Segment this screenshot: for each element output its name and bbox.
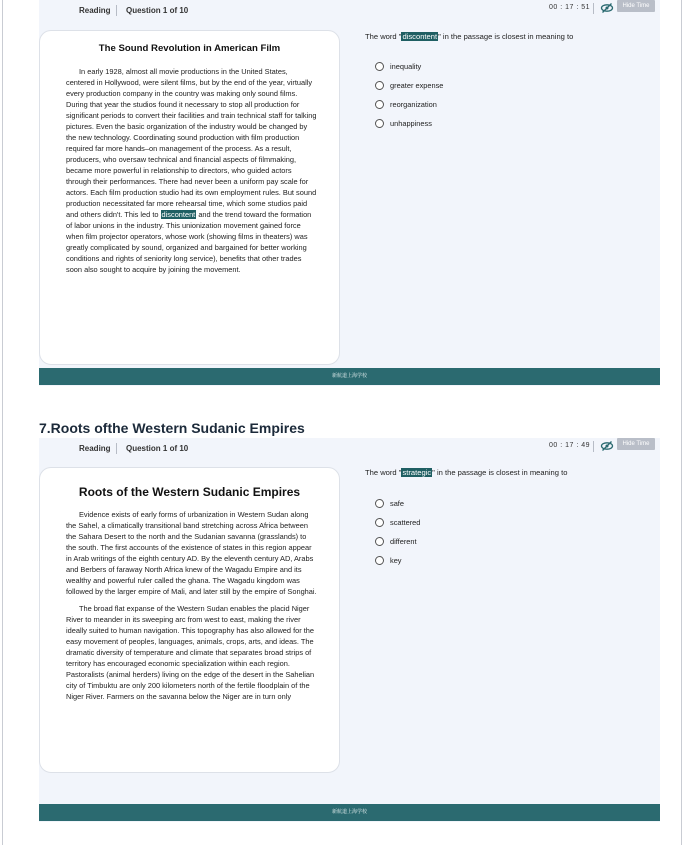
radio-button[interactable] — [375, 81, 384, 90]
toolbar — [39, 438, 660, 462]
question-prefix: The word " — [365, 468, 402, 477]
passage-text — [40, 509, 339, 702]
hide-time-button[interactable]: Hide Time — [617, 438, 655, 450]
passage-box — [39, 30, 340, 365]
answer-options — [375, 57, 575, 133]
question-suffix: " in the passage is closest in meaning to — [432, 468, 568, 477]
divider — [593, 3, 594, 14]
answer-option[interactable] — [375, 114, 575, 133]
footer-bar: 新航道上海学校 — [39, 804, 660, 821]
paragraph: The broad flat expanse of the Western Sudan enables the placid Niger River to meander in its sweeping arc from west to east, making the river ideally suited to human navigation. This topography has also allowed for the easy movement of peoples, languages, animals, crops, arts, and ideas. The dramatic diversity of temperature and climate that separates broad strips of territory has encouraged economic specialization within each region. Pastoralists (animal herders) living on the edge of the desert in the Sahelian city of Timbuktu are only 200 kilometers north of the fertile floodplain of the Niger River. Farmers on the savanna below the Niger are in turn only — [66, 604, 315, 701]
toolbar — [39, 0, 660, 24]
section-label: Reading — [79, 6, 111, 15]
option-label: key — [390, 556, 402, 565]
radio-button[interactable] — [375, 119, 384, 128]
test-panel-2 — [39, 438, 660, 822]
answer-option[interactable] — [375, 513, 575, 532]
radio-button[interactable] — [375, 62, 384, 71]
option-label: safe — [390, 499, 404, 508]
radio-button[interactable] — [375, 518, 384, 527]
passage-title: The Sound Revolution in American Film — [98, 43, 281, 54]
option-label: scattered — [390, 518, 421, 527]
passage-text-before: In early 1928, almost all movie productions in the United States, centered in Hollywood, were silent films, but by the end of the year, virtually every production company in the country was making only sound films. During that year the studios found it necessary to stop all production for significant periods to convert their facilities and train technical staff for talking pictures. Even the basic organization of the industry would be changed by the new technology. Coordinating sound production with film production required far more hands–on management of the process. As a result, producers, who oversaw technical and financial aspects of filmmaking, became more powerful in relationship to directors, who guided actors through their performances. There had never been a uniform pay scale for actors. Each film production studio had its own employment rules. But sound production necessitated far more rehearsal time, which some studios paid and others didn't. This led to — [66, 67, 317, 219]
answer-option[interactable] — [375, 76, 575, 95]
divider — [116, 443, 117, 454]
question-prompt — [365, 468, 567, 477]
option-label: reorganization — [390, 100, 437, 109]
question-prompt — [365, 32, 573, 41]
option-label: greater expense — [390, 81, 444, 90]
timer: 00 : 17 : 49 — [549, 442, 591, 449]
answer-option[interactable] — [375, 95, 575, 114]
divider — [116, 5, 117, 16]
divider — [593, 441, 594, 452]
hide-time-button[interactable]: Hide Time — [617, 0, 655, 12]
question-area — [365, 32, 574, 128]
passage-box — [39, 467, 340, 773]
radio-button[interactable] — [375, 100, 384, 109]
radio-button[interactable] — [375, 499, 384, 508]
passage-text — [40, 66, 339, 275]
radio-button[interactable] — [375, 556, 384, 565]
question-area — [365, 468, 568, 565]
radio-button[interactable] — [375, 537, 384, 546]
paragraph: Evidence exists of early forms of urbanization in Western Sudan along the Sahel, a climatically transitional band stretching across Africa between the Sahara Desert to the north and the Sudanian savanna (grasslands) to the south. The first accounts of the existence of states in this region appear in Arab writings of the eighth century AD. By the eleventh century AD, Arabs and Berbers of faraway North Africa knew of the Wagadu Empire and its wealthy and powerful ruler called the ghana. The Wagadu kingdom was followed by the larger empire of Mali, and later still by the empire of Songhai. — [66, 510, 317, 596]
question-suffix: " in the passage is closest in meaning to — [438, 32, 574, 41]
question-prefix: The word " — [365, 32, 402, 41]
option-label: unhappiness — [390, 119, 432, 128]
option-label: inequality — [390, 62, 422, 71]
test-panel-1 — [39, 0, 660, 386]
section-title: 7.Roots ofthe Western Sudanic Empires — [39, 420, 305, 436]
answer-option[interactable] — [375, 532, 575, 551]
timer: 00 : 17 : 51 — [549, 4, 591, 11]
answer-option[interactable] — [375, 57, 575, 76]
question-word: strategic — [402, 468, 432, 477]
page-frame — [2, 0, 682, 845]
footer-bar: 新航道上海学校 — [39, 368, 660, 385]
question-counter: Question 1 of 10 — [126, 444, 189, 453]
highlighted-word: discontent — [161, 210, 196, 219]
question-counter: Question 1 of 10 — [126, 6, 189, 15]
passage-title: Roots of the Western Sudanic Empires — [78, 485, 301, 499]
passage-text-after: and the trend toward the formation of labor unions in the industry. This unionization movement gained force when film projector operators, whose work (showing films in theaters) was greatly complicated by sound, organized and bargained for better working conditions and rights of seniority long service), benefits that other trades soon also sought to acquire by joining the movement. — [66, 210, 312, 274]
answer-option[interactable] — [375, 494, 575, 513]
eye-slash-icon[interactable] — [600, 1, 614, 15]
option-label: different — [390, 537, 417, 546]
eye-slash-icon[interactable] — [600, 439, 614, 453]
section-label: Reading — [79, 444, 111, 453]
answer-option[interactable] — [375, 551, 575, 570]
question-word: discontent — [402, 32, 438, 41]
answer-options — [375, 494, 575, 570]
